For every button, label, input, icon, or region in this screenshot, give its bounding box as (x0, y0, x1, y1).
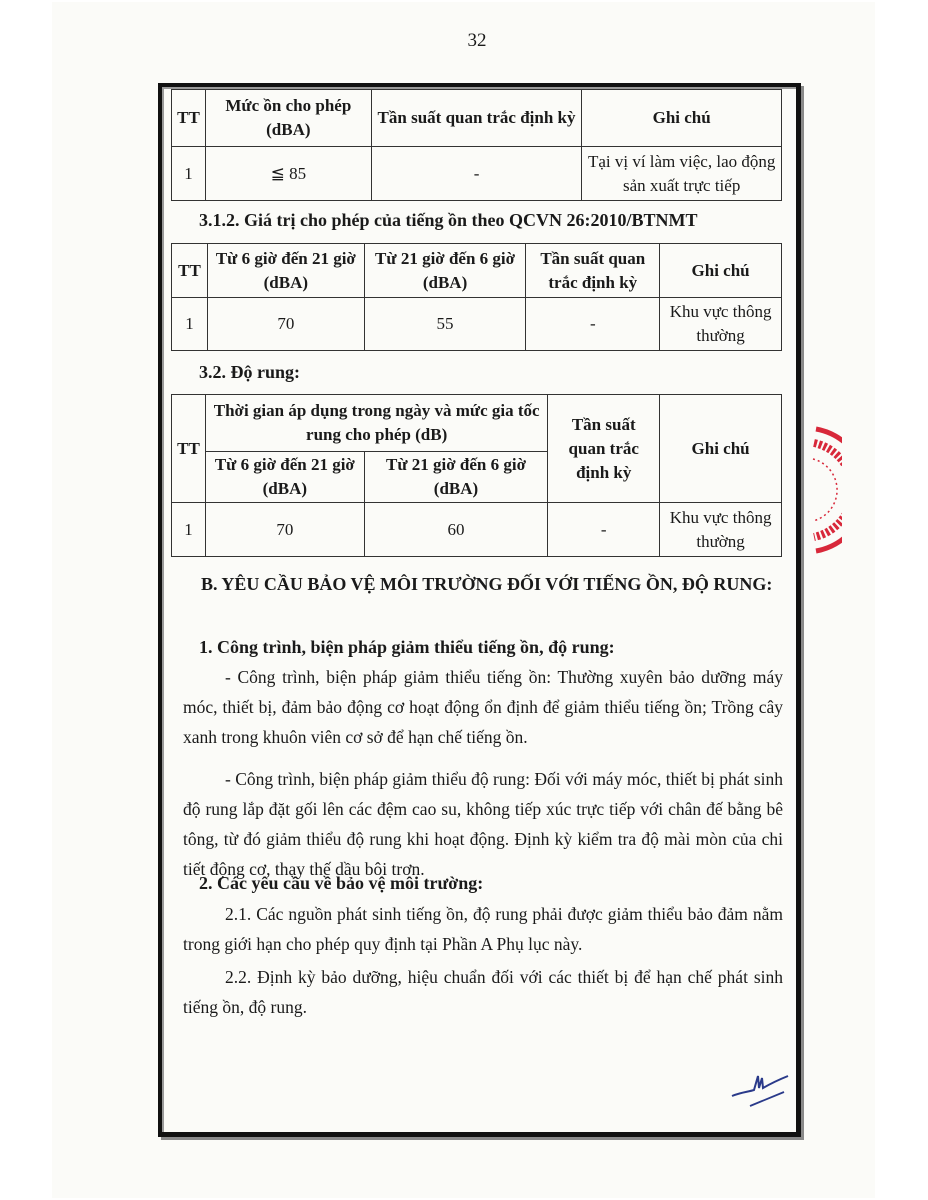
table-cell: 70 (207, 298, 364, 351)
subsection-heading-1: 1. Công trình, biện pháp giảm thiểu tiếng ồn, độ rung: (199, 637, 615, 657)
header-cell: Từ 6 giờ đến 21 giờ (dBA) (207, 244, 364, 298)
vibration-table (171, 394, 782, 557)
table-row (172, 503, 782, 557)
header-cell: Ghi chú (660, 395, 782, 503)
header-cell: Ghi chú (582, 90, 782, 147)
header-cell: Từ 21 giờ đến 6 giờ (dBA) (364, 452, 548, 503)
table-cell: Tại vị ví làm việc, lao động sản xuất trực tiếp (582, 147, 782, 201)
table-cell: 1 (172, 503, 206, 557)
noise-qcvn-table (171, 243, 782, 351)
section-heading-3-2: 3.2. Độ rung: (199, 362, 301, 382)
table-cell: 70 (205, 503, 364, 557)
table-cell: 60 (364, 503, 548, 557)
section-b-heading (183, 569, 783, 599)
table-cell: ≦ 85 (205, 147, 371, 201)
noise-workplace-table (171, 89, 782, 201)
table-cell: 1 (172, 298, 208, 351)
header-cell: Mức ồn cho phép (dBA) (205, 90, 371, 147)
header-cell: Tần suất quan trắc định kỳ (526, 244, 660, 298)
header-cell: TT (172, 90, 206, 147)
table-cell: 1 (172, 147, 206, 201)
table-cell: - (548, 503, 660, 557)
paragraph-noise-measures: - Công trình, biện pháp giảm thiểu tiếng ồn: Thường xuyên bảo dưỡng máy móc, thiết bị, đảm bảo động cơ hoạt động ổn định để giảm thiểu tiếng ồn; Trồng cây xanh trong khuôn viên cơ sở để hạn chế tiếng ồn. (183, 667, 783, 747)
table-cell: Khu vực thông thường (660, 503, 782, 557)
header-cell: Tần suất quan trắc định kỳ (548, 395, 660, 503)
header-cell: TT (172, 244, 208, 298)
section-b-heading-text: B. YÊU CẦU BẢO VỆ MÔI TRƯỜNG ĐỐI VỚI TIẾNG ỒN, ĐỘ RUNG: (201, 574, 773, 594)
paragraph-2-2: 2.2. Định kỳ bảo dưỡng, hiệu chuẩn đối với các thiết bị để hạn chế phát sinh tiếng ồn, độ rung. (183, 967, 783, 1017)
header-cell: Từ 21 giờ đến 6 giờ (dBA) (364, 244, 526, 298)
paragraph-2-1: 2.1. Các nguồn phát sinh tiếng ồn, độ rung phải được giảm thiểu bảo đảm nằm trong giới hạn cho phép quy định tại Phần A Phụ lục này. (183, 904, 783, 954)
signature-icon (728, 1068, 792, 1110)
section-heading-3-1-2: 3.1.2. Giá trị cho phép của tiếng ồn theo QCVN 26:2010/BTNMT (199, 210, 698, 230)
table-row (172, 298, 782, 351)
page-number: 32 (467, 30, 487, 51)
header-cell: Ghi chú (660, 244, 782, 298)
table-row (172, 147, 782, 201)
table-cell: 55 (364, 298, 526, 351)
table-cell: - (371, 147, 582, 201)
red-seal-stamp-icon (812, 425, 842, 555)
header-cell: TT (172, 395, 206, 503)
header-group-cell: Thời gian áp dụng trong ngày và mức gia tốc rung cho phép (dB) (205, 395, 547, 452)
header-cell: Tần suất quan trắc định kỳ (371, 90, 582, 147)
table-header-row (172, 395, 782, 452)
header-cell: Từ 6 giờ đến 21 giờ (dBA) (205, 452, 364, 503)
table-header-row (172, 244, 782, 298)
table-cell: - (526, 298, 660, 351)
table-header-row (172, 90, 782, 147)
paragraph-vibration-measures: - Công trình, biện pháp giảm thiểu độ rung: Đối với máy móc, thiết bị phát sinh độ rung lắp đặt gối lên các đệm cao su, không tiếp xúc trực tiếp với chân đế bằng bê tông, từ đó giảm thiểu độ rung khi hoạt động. Định kỳ kiểm tra độ mài mòn của chi tiết động cơ, thay thế dầu bôi trơn. (183, 769, 783, 879)
subsection-heading-2: 2. Các yêu cầu về bảo vệ môi trường: (199, 873, 484, 893)
table-cell: Khu vực thông thường (660, 298, 782, 351)
